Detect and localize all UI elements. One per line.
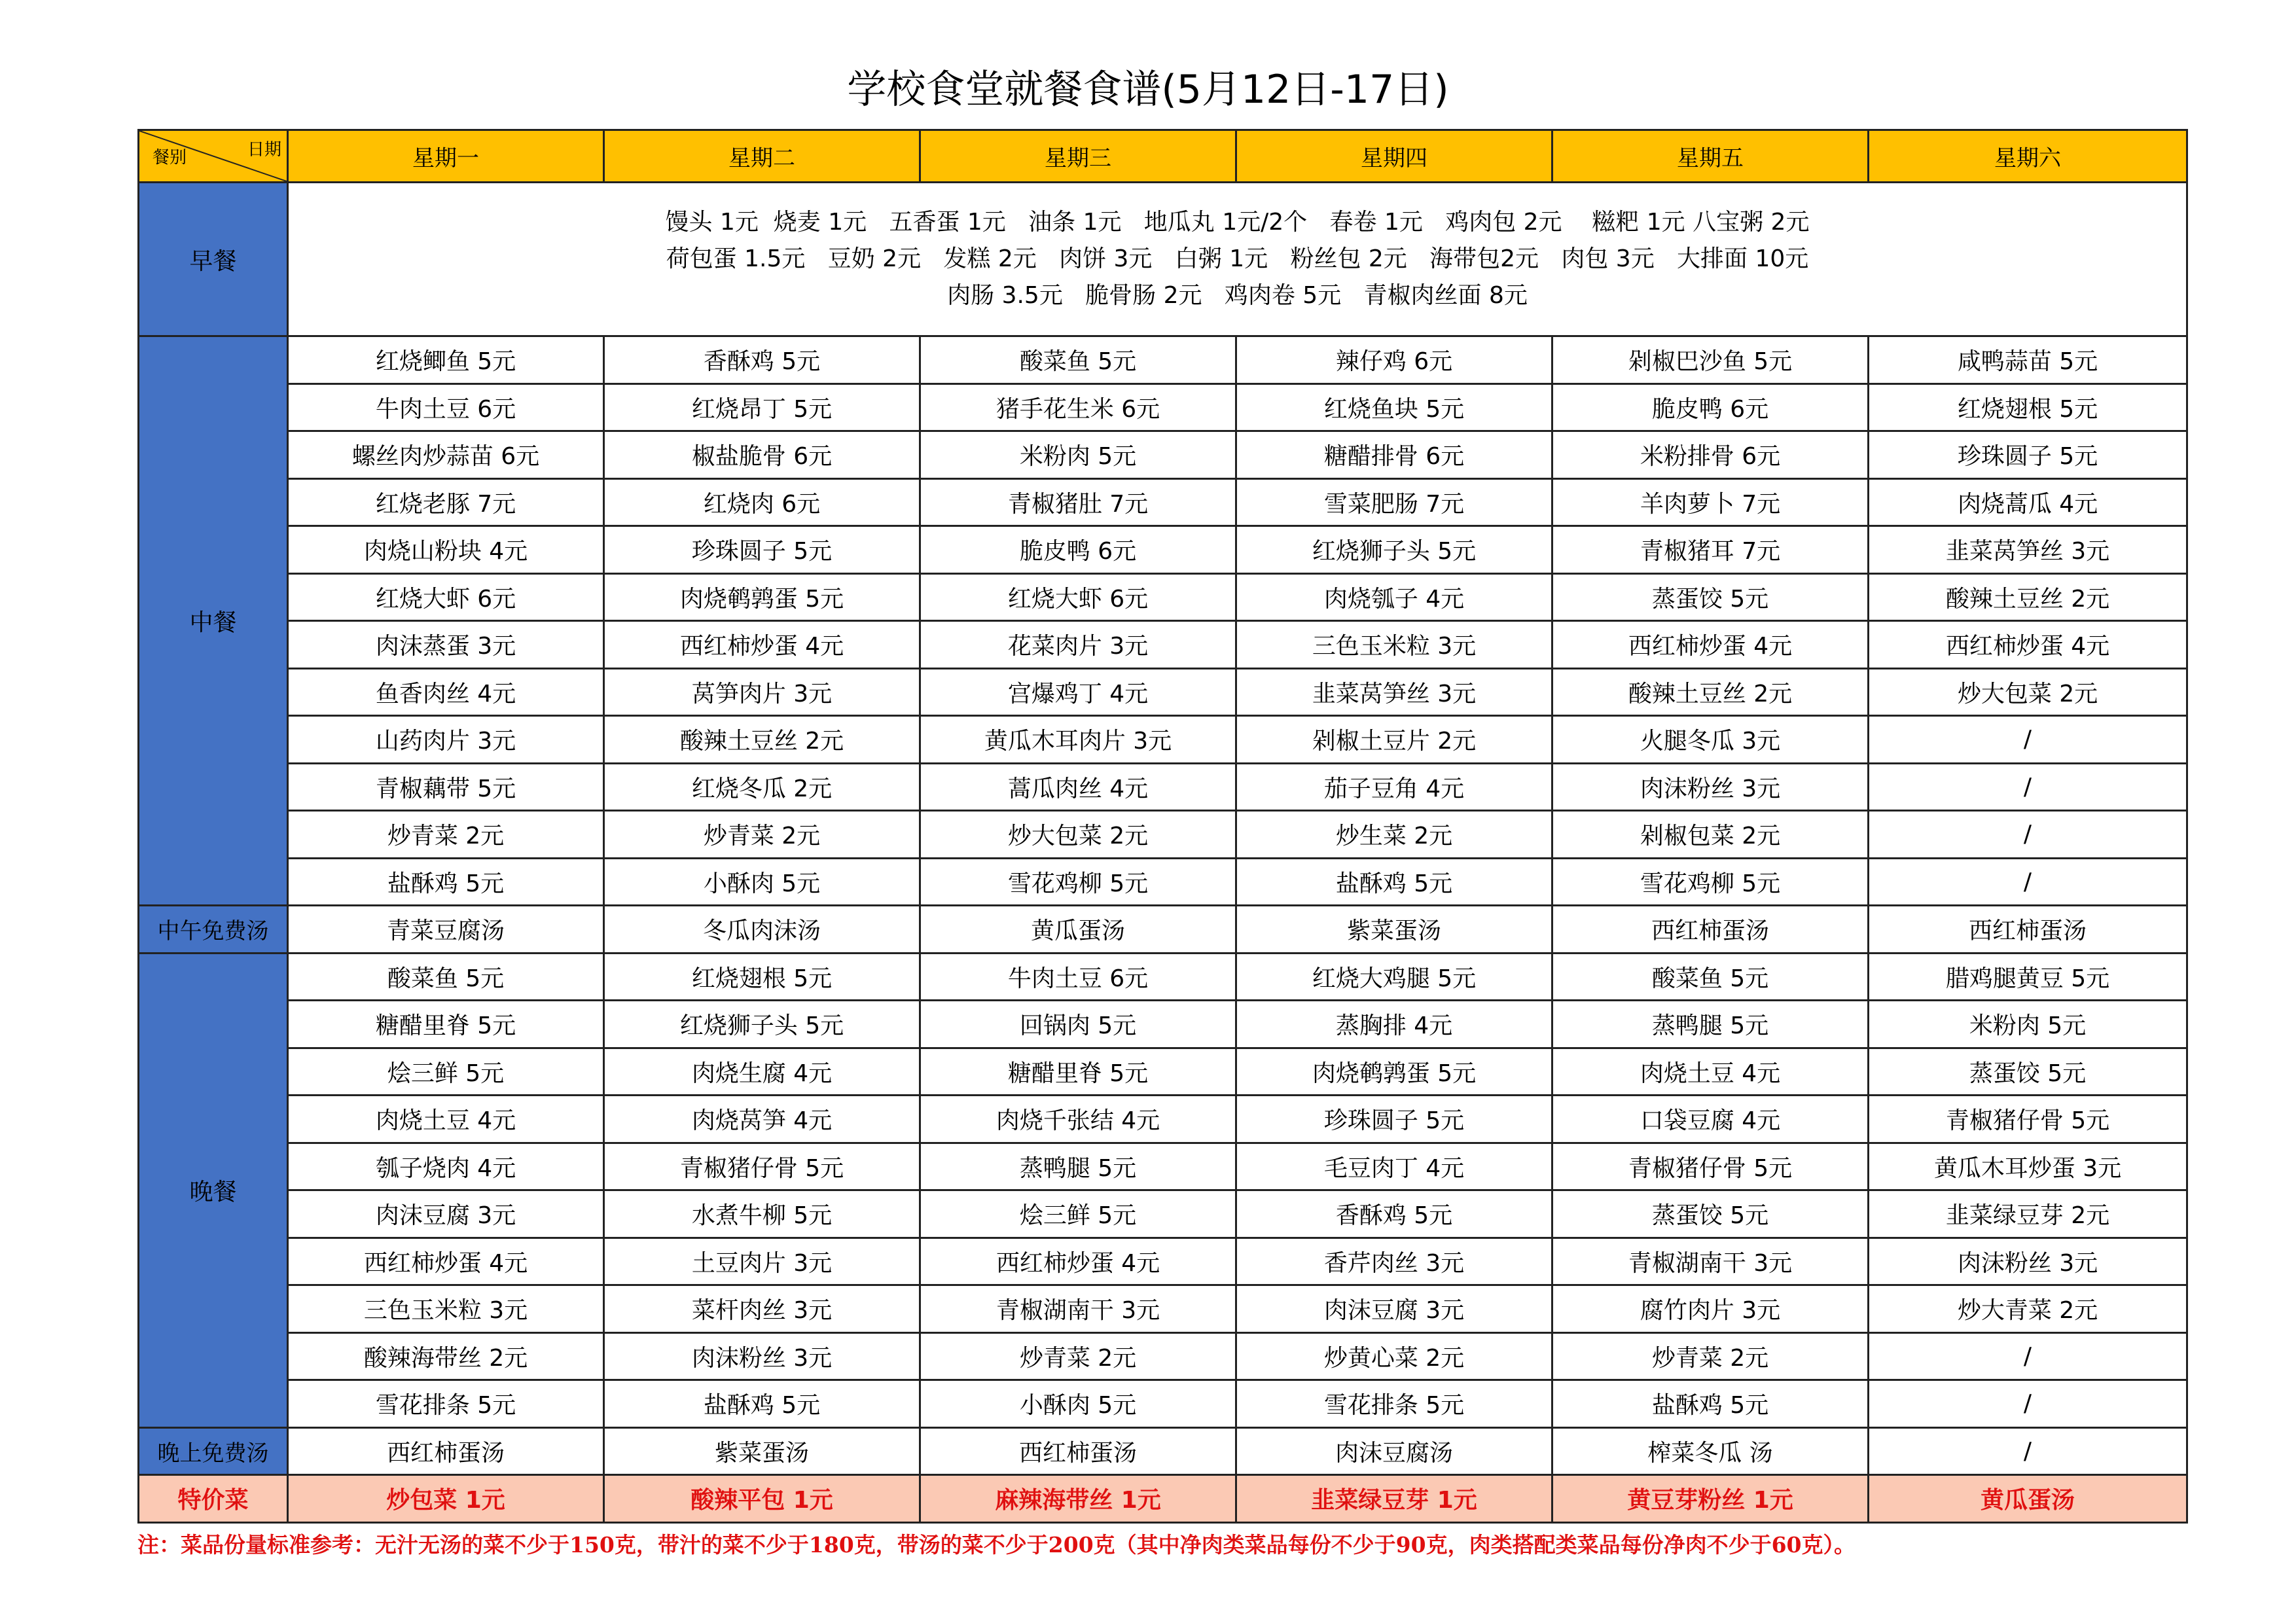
dish-cell: 酸菜鱼 5元 <box>288 953 604 1001</box>
dish-cell: 肉烧土豆 4元 <box>288 1096 604 1143</box>
soup-cell: 西红柿蛋汤 <box>1869 906 2187 954</box>
soup-cell: 青菜豆腐汤 <box>288 906 604 954</box>
dish-cell: 红烧狮子头 5元 <box>1236 526 1552 574</box>
dish-cell: 酸菜鱼 5元 <box>920 336 1236 384</box>
dish-cell: 香芹肉丝 3元 <box>1236 1238 1552 1285</box>
dish-cell: 肉烧瓠子 4元 <box>1236 573 1552 621</box>
dish-cell: 糖醋排骨 6元 <box>1236 431 1552 479</box>
dish-cell: / <box>1869 1380 2187 1428</box>
dish-cell: 水煮牛柳 5元 <box>604 1190 920 1238</box>
meal-label-lunch: 中餐 <box>139 336 288 906</box>
dish-cell: 炒青菜 2元 <box>920 1332 1236 1380</box>
dish-cell: / <box>1869 763 2187 811</box>
dish-cell: 小酥肉 5元 <box>920 1380 1236 1428</box>
lunch-row <box>139 763 2187 811</box>
dish-cell: 西红柿炒蛋 4元 <box>1869 621 2187 669</box>
dish-cell: 香酥鸡 5元 <box>604 336 920 384</box>
special-dish-cell: 炒包菜 1元 <box>288 1475 604 1523</box>
dish-cell: 炒青菜 2元 <box>1552 1332 1869 1380</box>
dish-cell: 盐酥鸡 5元 <box>1236 858 1552 906</box>
dish-cell: 肉沫粉丝 3元 <box>1552 763 1869 811</box>
dinner-row <box>139 1285 2187 1333</box>
lunch-row <box>139 573 2187 621</box>
dish-cell: 炒黄心菜 2元 <box>1236 1332 1552 1380</box>
dish-cell: 鱼香肉丝 4元 <box>288 668 604 716</box>
lunch-row <box>139 336 2187 384</box>
dish-cell: 红烧昂丁 5元 <box>604 383 920 431</box>
header-row <box>139 130 2187 183</box>
day-header: 星期四 <box>1236 130 1552 183</box>
dish-cell: / <box>1869 858 2187 906</box>
dish-cell: 猪手花生米 6元 <box>920 383 1236 431</box>
dish-cell: 蒸蛋饺 5元 <box>1869 1048 2187 1096</box>
dish-cell: 青椒湖南干 3元 <box>920 1285 1236 1333</box>
dish-cell: 酸辣土豆丝 2元 <box>604 716 920 764</box>
soup-cell: / <box>1869 1427 2187 1475</box>
dish-cell: 珍珠圆子 5元 <box>1236 1096 1552 1143</box>
special-row <box>139 1475 2187 1523</box>
dish-cell: 酸菜鱼 5元 <box>1552 953 1869 1001</box>
dinner-row <box>139 1190 2187 1238</box>
day-header: 星期二 <box>604 130 920 183</box>
dish-cell: 红烧肉 6元 <box>604 478 920 526</box>
dish-cell: 蒸蛋饺 5元 <box>1552 573 1869 621</box>
dish-cell: 肉烧蒿瓜 4元 <box>1869 478 2187 526</box>
dinner-row <box>139 1238 2187 1285</box>
dish-cell: 毛豆肉丁 4元 <box>1236 1143 1552 1190</box>
dish-cell: 西红柿炒蛋 4元 <box>604 621 920 669</box>
dinner-row <box>139 1096 2187 1143</box>
dish-cell: 宫爆鸡丁 4元 <box>920 668 1236 716</box>
page-title: 学校食堂就餐食谱(5月12日-17日) <box>847 67 1449 113</box>
dish-cell: 肉烧千张结 4元 <box>920 1096 1236 1143</box>
dish-cell: 肉烧土豆 4元 <box>1552 1048 1869 1096</box>
dish-cell: 黄瓜木耳肉片 3元 <box>920 716 1236 764</box>
dish-cell: 三色玉米粒 3元 <box>1236 621 1552 669</box>
dish-cell: 肉烧生腐 4元 <box>604 1048 920 1096</box>
meal-label-dinner: 晚餐 <box>139 953 288 1427</box>
lunch-row <box>139 811 2187 859</box>
dish-cell: 脆皮鸭 6元 <box>920 526 1236 574</box>
dish-cell: 韭菜莴笋丝 3元 <box>1869 526 2187 574</box>
dish-cell: 红烧大虾 6元 <box>920 573 1236 621</box>
dish-cell: 回锅肉 5元 <box>920 1001 1236 1048</box>
dish-cell: 米粉肉 5元 <box>1869 1001 2187 1048</box>
dish-cell: 剁椒巴沙鱼 5元 <box>1552 336 1869 384</box>
dish-cell: 西红柿炒蛋 4元 <box>920 1238 1236 1285</box>
dish-cell: 红烧翅根 5元 <box>1869 383 2187 431</box>
day-header: 星期三 <box>920 130 1236 183</box>
meal-label-special: 特价菜 <box>139 1475 288 1523</box>
dish-cell: 糖醋里脊 5元 <box>288 1001 604 1048</box>
dinner-row <box>139 1380 2187 1428</box>
dish-cell: 腊鸡腿黄豆 5元 <box>1869 953 2187 1001</box>
dish-cell: 山药肉片 3元 <box>288 716 604 764</box>
special-dish-cell: 韭菜绿豆芽 1元 <box>1236 1475 1552 1523</box>
dish-cell: 肉沫豆腐 3元 <box>1236 1285 1552 1333</box>
dish-cell: 剁椒包菜 2元 <box>1552 811 1869 859</box>
corner-meal-label: 餐别 <box>152 148 187 168</box>
breakfast-line: 荷包蛋 1.5元 豆奶 2元 发糕 2元 肉饼 3元 白粥 1元 粉丝包 2元 海带包2元 肉包 3元 大排面 10元 <box>666 245 1809 272</box>
dish-cell: 肉烧莴笋 4元 <box>604 1096 920 1143</box>
day-header: 星期一 <box>288 130 604 183</box>
dinner-row <box>139 953 2187 1001</box>
meal-label-lunch-soup: 中午免费汤 <box>139 906 288 954</box>
dish-cell: 烩三鲜 5元 <box>288 1048 604 1096</box>
soup-cell: 冬瓜肉沫汤 <box>604 906 920 954</box>
dish-cell: 椒盐脆骨 6元 <box>604 431 920 479</box>
dish-cell: 炒大包菜 2元 <box>920 811 1236 859</box>
special-dish-cell: 酸辣平包 1元 <box>604 1475 920 1523</box>
dish-cell: 红烧狮子头 5元 <box>604 1001 920 1048</box>
special-dish-cell: 黄瓜蛋汤 <box>1869 1475 2187 1523</box>
dish-cell: 西红柿炒蛋 4元 <box>288 1238 604 1285</box>
dish-cell: 红烧大虾 6元 <box>288 573 604 621</box>
dish-cell: 肉烧山粉块 4元 <box>288 526 604 574</box>
dish-cell: 雪花鸡柳 5元 <box>1552 858 1869 906</box>
soup-cell: 紫菜蛋汤 <box>1236 906 1552 954</box>
dish-cell: 红烧鱼块 5元 <box>1236 383 1552 431</box>
lunch-row <box>139 716 2187 764</box>
dish-cell: 肉沫粉丝 3元 <box>604 1332 920 1380</box>
dish-cell: 雪菜肥肠 7元 <box>1236 478 1552 526</box>
dinner-row <box>139 1332 2187 1380</box>
dish-cell: 三色玉米粒 3元 <box>288 1285 604 1333</box>
dish-cell: 红烧翅根 5元 <box>604 953 920 1001</box>
soup-cell: 紫菜蛋汤 <box>604 1427 920 1475</box>
dish-cell: 瓠子烧肉 4元 <box>288 1143 604 1190</box>
dish-cell: 雪花鸡柳 5元 <box>920 858 1236 906</box>
dish-cell: 珍珠圆子 5元 <box>1869 431 2187 479</box>
dish-cell: 炒青菜 2元 <box>288 811 604 859</box>
soup-cell: 西红柿蛋汤 <box>288 1427 604 1475</box>
dish-cell: 西红柿炒蛋 4元 <box>1552 621 1869 669</box>
corner-date-label: 日期 <box>247 140 281 160</box>
dish-cell: 青椒藕带 5元 <box>288 763 604 811</box>
dish-cell: 羊肉萝卜 7元 <box>1552 478 1869 526</box>
dish-cell: 小酥肉 5元 <box>604 858 920 906</box>
corner-header <box>139 130 288 183</box>
meal-label-dinner-soup: 晚上免费汤 <box>139 1427 288 1475</box>
special-dish-cell: 黄豆芽粉丝 1元 <box>1552 1475 1869 1523</box>
breakfast-items <box>288 183 2187 336</box>
lunch-row <box>139 668 2187 716</box>
dish-cell: 肉沫豆腐 3元 <box>288 1190 604 1238</box>
dish-cell: 酸辣土豆丝 2元 <box>1552 668 1869 716</box>
lunch_soup-row <box>139 906 2187 954</box>
dish-cell: 红烧大鸡腿 5元 <box>1236 953 1552 1001</box>
dish-cell: 蒸蛋饺 5元 <box>1552 1190 1869 1238</box>
dish-cell: 雪花排条 5元 <box>1236 1380 1552 1428</box>
day-header: 星期五 <box>1552 130 1869 183</box>
dish-cell: / <box>1869 716 2187 764</box>
dish-cell: 米粉排骨 6元 <box>1552 431 1869 479</box>
dish-cell: 青椒猪仔骨 5元 <box>1869 1096 2187 1143</box>
dish-cell: 盐酥鸡 5元 <box>1552 1380 1869 1428</box>
soup-cell: 西红柿蛋汤 <box>920 1427 1236 1475</box>
dish-cell: 黄瓜木耳炒蛋 3元 <box>1869 1143 2187 1190</box>
dish-cell: 雪花排条 5元 <box>288 1380 604 1428</box>
dish-cell: 韭菜莴笋丝 3元 <box>1236 668 1552 716</box>
lunch-row <box>139 431 2187 479</box>
dish-cell: 口袋豆腐 4元 <box>1552 1096 1869 1143</box>
dish-cell: 蒸胸排 4元 <box>1236 1001 1552 1048</box>
dish-cell: 盐酥鸡 5元 <box>288 858 604 906</box>
dish-cell: 蒿瓜肉丝 4元 <box>920 763 1236 811</box>
dish-cell: 炒青菜 2元 <box>604 811 920 859</box>
dish-cell: 青椒猪仔骨 5元 <box>604 1143 920 1190</box>
dish-cell: 莴笋肉片 3元 <box>604 668 920 716</box>
dish-cell: 青椒猪耳 7元 <box>1552 526 1869 574</box>
lunch-row <box>139 526 2187 574</box>
dish-cell: 糖醋里脊 5元 <box>920 1048 1236 1096</box>
portion-note: 注：菜品份量标准参考：无汁无汤的菜不少于150克，带汁的菜不少于180克，带汤的菜不少于200克（其中净肉类菜品每份不少于90克，肉类搭配类菜品每份净肉不少于60克）。 <box>137 1532 1856 1558</box>
dish-cell: / <box>1869 1332 2187 1380</box>
dish-cell: 炒生菜 2元 <box>1236 811 1552 859</box>
dish-cell: 盐酥鸡 5元 <box>604 1380 920 1428</box>
dish-cell: 牛肉土豆 6元 <box>920 953 1236 1001</box>
day-header: 星期六 <box>1869 130 2187 183</box>
dish-cell: 青椒猪仔骨 5元 <box>1552 1143 1869 1190</box>
dish-cell: 螺丝肉炒蒜苗 6元 <box>288 431 604 479</box>
dish-cell: 花菜肉片 3元 <box>920 621 1236 669</box>
dish-cell: 韭菜绿豆芽 2元 <box>1869 1190 2187 1238</box>
soup-cell: 黄瓜蛋汤 <box>920 906 1236 954</box>
meal-label-breakfast: 早餐 <box>139 183 288 336</box>
dish-cell: 蒸鸭腿 5元 <box>920 1143 1236 1190</box>
lunch-row <box>139 478 2187 526</box>
dish-cell: 土豆肉片 3元 <box>604 1238 920 1285</box>
dish-cell: 腐竹肉片 3元 <box>1552 1285 1869 1333</box>
dish-cell: 酸辣土豆丝 2元 <box>1869 573 2187 621</box>
dish-cell: 红烧老豚 7元 <box>288 478 604 526</box>
dish-cell: 剁椒土豆片 2元 <box>1236 716 1552 764</box>
dinner_soup-row <box>139 1427 2187 1475</box>
dish-cell: 酸辣海带丝 2元 <box>288 1332 604 1380</box>
dish-cell: 牛肉土豆 6元 <box>288 383 604 431</box>
menu-table <box>137 129 2188 1524</box>
lunch-row <box>139 383 2187 431</box>
dish-cell: 辣仔鸡 6元 <box>1236 336 1552 384</box>
dinner-row <box>139 1001 2187 1048</box>
dish-cell: 肉沫粉丝 3元 <box>1869 1238 2187 1285</box>
dish-cell: 菜杆肉丝 3元 <box>604 1285 920 1333</box>
breakfast-line: 馒头 1元 烧麦 1元 五香蛋 1元 油条 1元 地瓜丸 1元/2个 春卷 1元 鸡肉包 2元 糍粑 1元 八宝粥 2元 <box>665 209 1810 236</box>
dish-cell: 脆皮鸭 6元 <box>1552 383 1869 431</box>
dinner-row <box>139 1048 2187 1096</box>
dish-cell: 咸鸭蒜苗 5元 <box>1869 336 2187 384</box>
dish-cell: 火腿冬瓜 3元 <box>1552 716 1869 764</box>
special-dish-cell: 麻辣海带丝 1元 <box>920 1475 1236 1523</box>
dish-cell: 香酥鸡 5元 <box>1236 1190 1552 1238</box>
dish-cell: 肉烧鹌鹑蛋 5元 <box>604 573 920 621</box>
soup-cell: 西红柿蛋汤 <box>1552 906 1869 954</box>
dish-cell: 珍珠圆子 5元 <box>604 526 920 574</box>
dish-cell: 肉沫蒸蛋 3元 <box>288 621 604 669</box>
dish-cell: 炒大包菜 2元 <box>1869 668 2187 716</box>
breakfast-line: 肉肠 3.5元 脆骨肠 2元 鸡肉卷 5元 青椒肉丝面 8元 <box>947 282 1528 309</box>
dish-cell: 米粉肉 5元 <box>920 431 1236 479</box>
lunch-row <box>139 858 2187 906</box>
dish-cell: 茄子豆角 4元 <box>1236 763 1552 811</box>
dish-cell: 红烧鲫鱼 5元 <box>288 336 604 384</box>
dinner-row <box>139 1143 2187 1190</box>
dish-cell: 炒大青菜 2元 <box>1869 1285 2187 1333</box>
dish-cell: 肉烧鹌鹑蛋 5元 <box>1236 1048 1552 1096</box>
breakfast-row <box>139 183 2187 336</box>
lunch-row <box>139 621 2187 669</box>
dish-cell: 蒸鸭腿 5元 <box>1552 1001 1869 1048</box>
soup-cell: 榨菜冬瓜 汤 <box>1552 1427 1869 1475</box>
dish-cell: 烩三鲜 5元 <box>920 1190 1236 1238</box>
dish-cell: / <box>1869 811 2187 859</box>
dish-cell: 青椒猪肚 7元 <box>920 478 1236 526</box>
dish-cell: 青椒湖南干 3元 <box>1552 1238 1869 1285</box>
dish-cell: 红烧冬瓜 2元 <box>604 763 920 811</box>
soup-cell: 肉沫豆腐汤 <box>1236 1427 1552 1475</box>
